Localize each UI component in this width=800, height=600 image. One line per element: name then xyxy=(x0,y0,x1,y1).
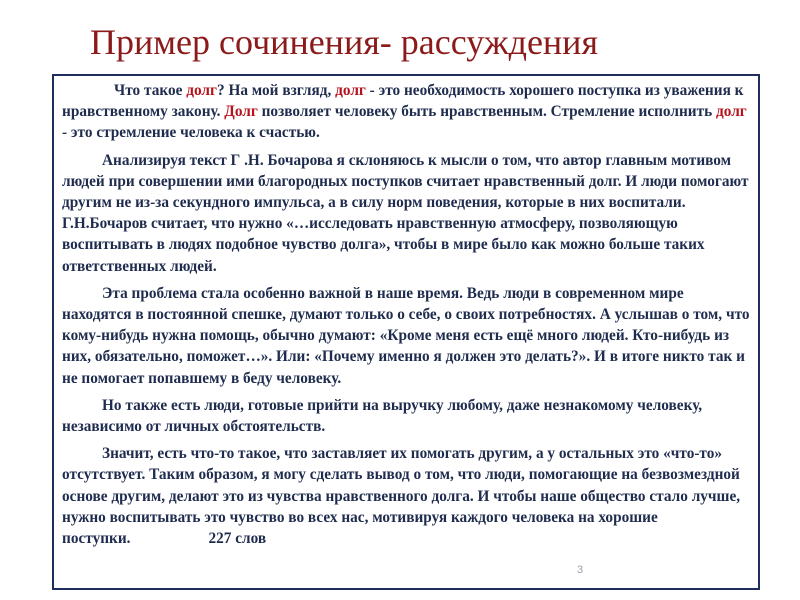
page-number: 3 xyxy=(577,564,584,576)
keyword-dolg-1: долг xyxy=(186,82,217,99)
p1-text-2: ? На мой взгляд, xyxy=(216,82,336,99)
p1-text-5: - это стремление человека к счастью. xyxy=(62,124,320,142)
word-count: 227 слов xyxy=(208,530,267,548)
essay-paragraph-5 xyxy=(62,443,752,549)
slide-title: Пример сочинения- рассуждения xyxy=(90,22,599,62)
essay-paragraph-3: Эта проблема стала особенно важной в наше время. Ведь люди в современном мире находятся в постоянной спешке, думают только о себе, о своих потребностях. А услышав о том, что кому-нибудь нужна помощь, обычно думают: «Кроме меня есть ещё много людей. Кто-нибудь из них, обязательно, поможет…». Или: «Почему именно я должен это делать?». И в итоге никто так и не помогает попавшему в беду человеку. xyxy=(62,284,750,387)
essay-paragraph-1 xyxy=(62,80,752,144)
keyword-dolg-2: долг xyxy=(335,82,366,99)
essay-paragraph-4: Но также есть люди, готовые прийти на выручку любому, даже незнакомому человеку, независимо от личных обстоятельств. xyxy=(62,396,703,436)
essay-text xyxy=(62,80,752,555)
p5-text: Значит, есть что-то такое, что заставляет их помогать другим, а у остальных это «что-то» отсутствует. Таким образом, я могу сделать вывод о том, что люди, помогающие на безвозмездной основе другим, делают это из чувства нравственного долга. И чтобы наше общество стало лучше, нужно воспитывать это чувство во всех нас, мотивируя каждого человека на хорошие поступки. xyxy=(62,445,741,548)
essay-paragraph-2: Анализируя текст Г .Н. Бочарова я склоняюсь к мысли о том, что автор главным мотивом людей при совершении ими благородных поступков считает нравственный долг. И люди помогают другим не из-за секундного импульса, а в силу норм поведения, которые в них воспитали. Г.Н.Бочаров считает, что нужно «…исследовать нравственную атмосферу, позволяющую воспитывать в людях подобное чувство долга», чтобы в мире было как можно больше таких ответственных людей. xyxy=(62,151,749,275)
essay-frame xyxy=(52,74,760,590)
p1-text-1: Что такое xyxy=(114,82,187,99)
keyword-dolg-4: долг xyxy=(716,103,747,121)
keyword-dolg-3: Долг xyxy=(224,103,258,121)
p1-text-3: - это необходимость хорошего поступка из уважения к нравственному закону. xyxy=(62,82,744,121)
p1-text-4: позволяет человеку быть нравственным. Стремление исполнить xyxy=(257,103,717,121)
